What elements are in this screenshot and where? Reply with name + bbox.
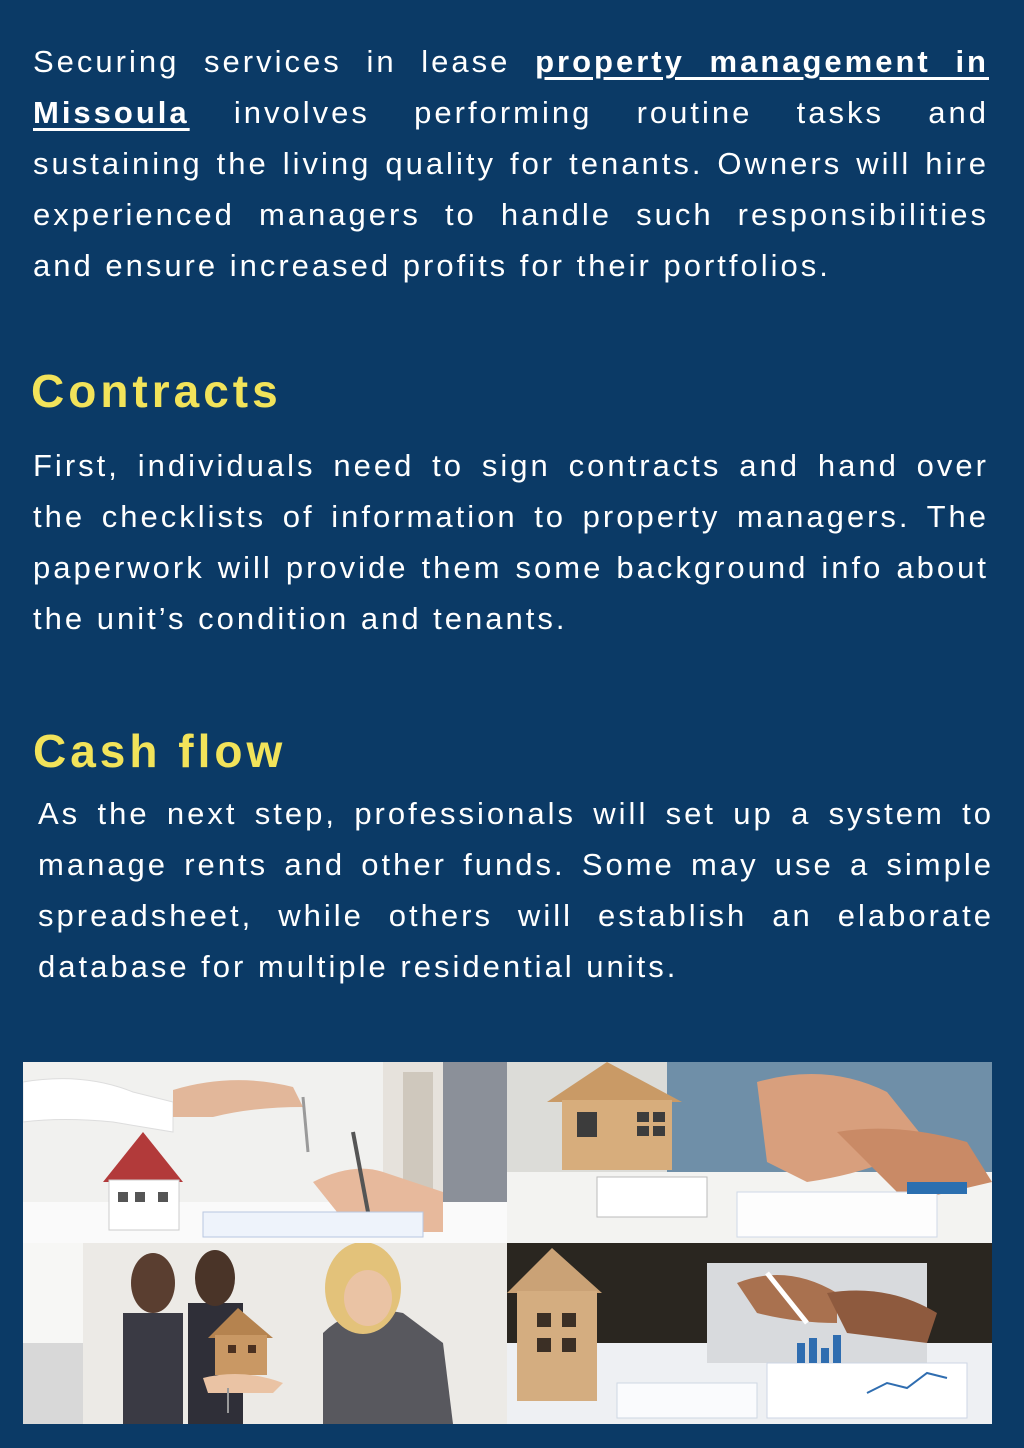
contracts-heading: Contracts	[31, 365, 282, 417]
photo-gallery	[23, 1062, 992, 1424]
cash-flow-paragraph: As the next step, professionals will set up a system to manage rents and other funds. Some may use a simple spreadsheet, while others will establish an elaborate database for multiple residential units.	[38, 796, 994, 984]
intro-text-start: Securing services in lease	[33, 44, 536, 79]
cash-flow-heading: Cash flow	[33, 725, 287, 777]
photo-woman-house-model	[23, 1243, 507, 1424]
contracts-paragraph: First, individuals need to sign contracts and hand over the checklists of information to property managers. The paperwork will provide them some background info about the unit’s condition and tenants.	[33, 448, 989, 636]
intro-text-end: involves performing routine tasks and sustaining the living quality for tenants. Owners will hire experienced managers to handle such responsibilities and ensure increased profits for their portfolios.	[33, 95, 989, 283]
photo-house-paperwork	[507, 1062, 992, 1243]
photo-keys-signing	[23, 1062, 507, 1243]
photo-house-laptop-charts	[507, 1243, 992, 1424]
property-management-link[interactable]: property management in Missoula	[33, 44, 989, 130]
intro-paragraph	[33, 36, 989, 291]
